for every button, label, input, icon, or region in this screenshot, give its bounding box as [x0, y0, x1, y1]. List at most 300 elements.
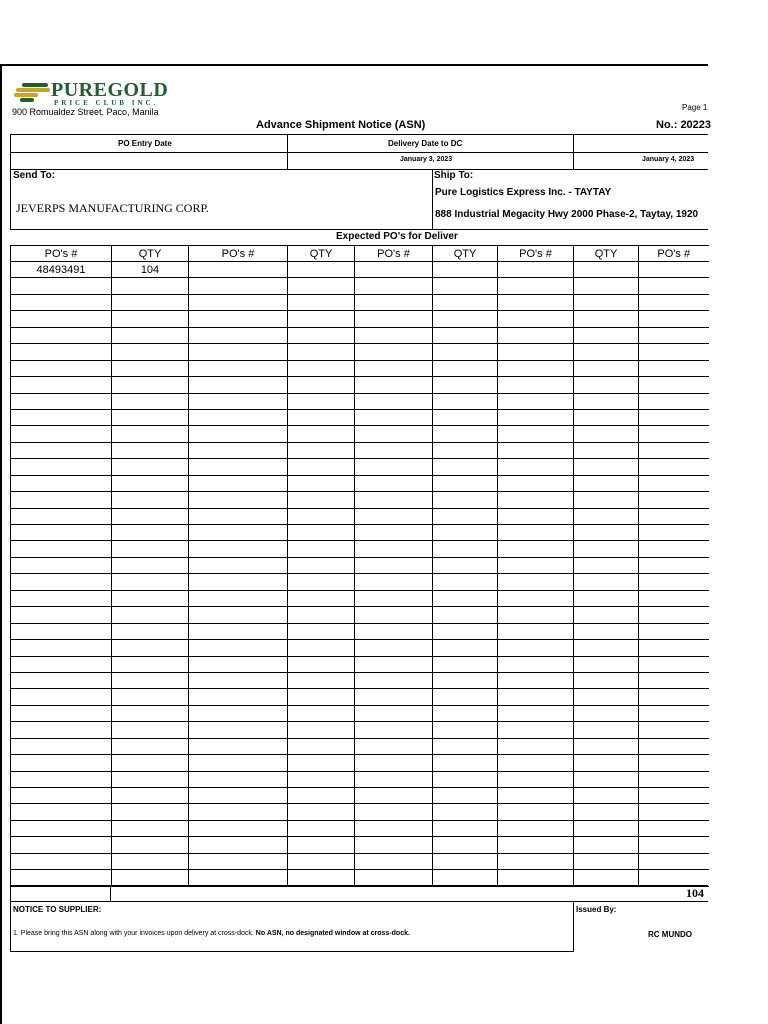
table-cell — [11, 820, 112, 836]
table-cell — [11, 442, 112, 458]
table-cell — [112, 360, 189, 376]
table-cell — [574, 672, 639, 688]
table-row — [11, 853, 709, 869]
table-cell — [498, 459, 574, 475]
table-cell — [433, 311, 498, 327]
document-number: No.: 20223 — [656, 119, 712, 131]
table-cell — [574, 311, 639, 327]
table-cell — [11, 771, 112, 787]
table-cell — [574, 262, 639, 278]
table-cell — [639, 738, 709, 754]
table-cell — [112, 804, 189, 820]
ship-to-name: Pure Logistics Express Inc. - TAYTAY — [435, 187, 612, 198]
table-cell — [355, 640, 433, 656]
table-cell — [288, 870, 355, 886]
table-cell — [288, 360, 355, 376]
table-cell — [574, 327, 639, 343]
table-cell — [574, 853, 639, 869]
notice-text — [13, 930, 410, 937]
table-cell — [433, 820, 498, 836]
table-cell — [112, 788, 189, 804]
table-cell — [498, 426, 574, 442]
table-cell — [498, 492, 574, 508]
table-cell — [433, 672, 498, 688]
table-cell — [355, 738, 433, 754]
table-cell — [288, 672, 355, 688]
table-cell — [112, 294, 189, 310]
table-cell — [639, 607, 709, 623]
table-cell — [112, 557, 189, 573]
table-cell — [433, 492, 498, 508]
table-cell — [639, 557, 709, 573]
table-cell — [189, 344, 288, 360]
table-cell — [288, 820, 355, 836]
table-cell — [355, 853, 433, 869]
table-row — [11, 804, 709, 820]
table-cell — [433, 377, 498, 393]
table-cell — [11, 672, 112, 688]
table-cell — [112, 377, 189, 393]
table-cell — [355, 574, 433, 590]
table-cell — [639, 837, 709, 853]
table-cell — [433, 508, 498, 524]
table-cell — [639, 442, 709, 458]
table-cell — [355, 426, 433, 442]
table-cell — [355, 262, 433, 278]
table-cell — [189, 409, 288, 425]
table-cell — [189, 820, 288, 836]
table-cell — [574, 492, 639, 508]
table-cell — [288, 525, 355, 541]
table-cell — [189, 623, 288, 639]
table-cell — [433, 525, 498, 541]
table-cell — [11, 294, 112, 310]
table-cell — [433, 640, 498, 656]
table-cell — [574, 804, 639, 820]
table-cell — [189, 459, 288, 475]
table-cell — [639, 262, 709, 278]
table-cell — [574, 426, 639, 442]
table-cell — [498, 755, 574, 771]
table-cell — [433, 705, 498, 721]
table-cell — [498, 607, 574, 623]
table-cell — [288, 689, 355, 705]
table-cell — [288, 771, 355, 787]
table-cell — [288, 393, 355, 409]
table-cell — [189, 853, 288, 869]
column-header: PO's # — [498, 246, 574, 262]
table-cell — [433, 738, 498, 754]
table-cell — [498, 360, 574, 376]
table-cell — [639, 771, 709, 787]
table-row — [11, 294, 709, 310]
table-cell — [288, 409, 355, 425]
table-row — [11, 788, 709, 804]
table-cell — [189, 508, 288, 524]
table-row — [11, 607, 709, 623]
table-cell — [355, 508, 433, 524]
document-title: Advance Shipment Notice (ASN) — [256, 119, 426, 131]
table-cell — [288, 607, 355, 623]
table-cell — [574, 722, 639, 738]
table-cell — [574, 442, 639, 458]
table-cell — [639, 377, 709, 393]
table-cell — [112, 492, 189, 508]
table-cell — [112, 590, 189, 606]
table-cell — [11, 804, 112, 820]
table-cell — [11, 689, 112, 705]
table-cell — [112, 442, 189, 458]
po-table-container — [10, 245, 708, 887]
table-cell — [639, 278, 709, 294]
notice-label: NOTICE TO SUPPLIER: — [13, 905, 102, 914]
table-cell — [574, 393, 639, 409]
table-cell — [639, 525, 709, 541]
total-qty: 104 — [686, 886, 704, 900]
puregold-logo-icon — [14, 82, 52, 104]
ship-to-label: Ship To: — [434, 170, 474, 181]
table-cell — [11, 541, 112, 557]
delivery-date-label: Delivery Date to DC — [388, 139, 463, 148]
table-cell — [574, 689, 639, 705]
table-row — [11, 541, 709, 557]
table-row — [11, 525, 709, 541]
table-cell — [639, 640, 709, 656]
table-cell — [11, 311, 112, 327]
table-cell — [498, 623, 574, 639]
table-cell — [189, 294, 288, 310]
table-cell — [288, 311, 355, 327]
table-cell — [11, 426, 112, 442]
table-cell — [288, 853, 355, 869]
table-row — [11, 755, 709, 771]
table-cell — [189, 689, 288, 705]
table-cell — [112, 393, 189, 409]
table-cell — [498, 722, 574, 738]
table-cell — [112, 755, 189, 771]
po-table — [10, 245, 709, 887]
table-row — [11, 327, 709, 343]
table-cell — [288, 804, 355, 820]
table-cell — [112, 344, 189, 360]
table-cell — [11, 459, 112, 475]
table-row — [11, 278, 709, 294]
table-cell — [498, 393, 574, 409]
table-cell — [639, 393, 709, 409]
table-cell — [11, 755, 112, 771]
table-cell — [288, 738, 355, 754]
table-cell — [288, 492, 355, 508]
table-cell — [639, 788, 709, 804]
table-cell — [574, 525, 639, 541]
table-cell — [433, 853, 498, 869]
table-cell — [574, 656, 639, 672]
table-cell — [433, 722, 498, 738]
table-cell — [498, 262, 574, 278]
table-cell — [433, 294, 498, 310]
table-cell — [11, 508, 112, 524]
table-cell — [639, 672, 709, 688]
table-row — [11, 640, 709, 656]
column-header: QTY — [288, 246, 355, 262]
table-cell — [574, 574, 639, 590]
table-cell — [189, 311, 288, 327]
table-cell — [433, 360, 498, 376]
table-cell — [639, 705, 709, 721]
table-cell — [433, 656, 498, 672]
table-row — [11, 459, 709, 475]
column-header: PO's # — [11, 246, 112, 262]
table-cell — [288, 377, 355, 393]
table-cell — [433, 557, 498, 573]
table-row — [11, 393, 709, 409]
table-cell — [639, 656, 709, 672]
table-cell — [11, 492, 112, 508]
table-cell — [189, 672, 288, 688]
column-header: PO's # — [355, 246, 433, 262]
table-row — [11, 475, 709, 491]
table-cell — [288, 837, 355, 853]
table-cell — [639, 722, 709, 738]
left-border — [0, 64, 2, 1024]
table-cell — [189, 590, 288, 606]
table-row — [11, 344, 709, 360]
table-cell — [433, 426, 498, 442]
table-cell — [574, 557, 639, 573]
table-cell — [288, 656, 355, 672]
table-row — [11, 689, 709, 705]
table-cell — [112, 771, 189, 787]
date-box — [10, 134, 708, 170]
table-cell — [112, 656, 189, 672]
table-cell — [189, 393, 288, 409]
table-cell — [433, 442, 498, 458]
table-cell — [355, 344, 433, 360]
table-row — [11, 837, 709, 853]
table-cell — [574, 590, 639, 606]
table-cell — [112, 870, 189, 886]
table-cell — [189, 442, 288, 458]
table-cell — [355, 492, 433, 508]
table-cell — [498, 541, 574, 557]
table-cell — [498, 442, 574, 458]
table-row — [11, 442, 709, 458]
table-cell — [11, 788, 112, 804]
table-cell — [189, 705, 288, 721]
table-row — [11, 672, 709, 688]
table-cell — [433, 475, 498, 491]
table-cell — [574, 541, 639, 557]
expected-pos-label: Expected PO's for Deliver — [336, 231, 458, 242]
table-row — [11, 623, 709, 639]
table-cell — [355, 623, 433, 639]
table-row — [11, 426, 709, 442]
table-cell — [11, 409, 112, 425]
table-cell — [112, 426, 189, 442]
table-cell — [189, 278, 288, 294]
send-to-name: JEVERPS MANUFACTURING CORP. — [16, 201, 209, 215]
page-number: Page 1 — [682, 103, 708, 112]
table-cell — [11, 853, 112, 869]
table-row — [11, 508, 709, 524]
table-cell — [11, 377, 112, 393]
table-cell — [355, 311, 433, 327]
table-cell — [355, 541, 433, 557]
table-cell — [639, 344, 709, 360]
table-cell — [498, 804, 574, 820]
table-cell — [189, 771, 288, 787]
table-cell — [433, 278, 498, 294]
table-cell — [112, 475, 189, 491]
table-cell — [639, 820, 709, 836]
table-cell — [288, 508, 355, 524]
table-row — [11, 738, 709, 754]
table-cell — [433, 459, 498, 475]
table-cell — [498, 377, 574, 393]
table-cell — [433, 788, 498, 804]
table-cell — [498, 327, 574, 343]
table-cell — [112, 820, 189, 836]
table-cell — [433, 689, 498, 705]
table-cell — [189, 607, 288, 623]
table-cell — [112, 508, 189, 524]
table-cell — [498, 870, 574, 886]
table-cell — [433, 590, 498, 606]
total-row — [10, 885, 708, 902]
table-cell — [189, 640, 288, 656]
table-cell — [112, 525, 189, 541]
table-cell — [11, 525, 112, 541]
table-cell — [355, 804, 433, 820]
table-cell — [112, 672, 189, 688]
table-cell — [112, 640, 189, 656]
table-cell — [112, 738, 189, 754]
table-cell — [355, 705, 433, 721]
table-cell — [11, 475, 112, 491]
table-cell — [574, 738, 639, 754]
table-row — [11, 590, 709, 606]
table-cell — [355, 294, 433, 310]
table-cell — [574, 837, 639, 853]
table-cell — [189, 492, 288, 508]
table-row — [11, 311, 709, 327]
table-cell — [355, 590, 433, 606]
table-cell — [639, 508, 709, 524]
ship-to-address: 888 Industrial Megacity Hwy 2000 Phase-2, Taytay, 1920 — [435, 209, 699, 220]
table-cell — [433, 541, 498, 557]
table-cell — [498, 311, 574, 327]
table-cell — [189, 722, 288, 738]
table-cell — [11, 623, 112, 639]
table-cell — [355, 557, 433, 573]
table-cell — [639, 459, 709, 475]
table-cell — [639, 426, 709, 442]
table-cell — [355, 525, 433, 541]
table-cell — [355, 722, 433, 738]
table-cell — [355, 409, 433, 425]
table-cell — [288, 788, 355, 804]
table-cell — [433, 804, 498, 820]
table-cell — [288, 574, 355, 590]
table-cell — [639, 590, 709, 606]
table-cell — [288, 262, 355, 278]
table-row — [11, 557, 709, 573]
table-cell — [355, 755, 433, 771]
address-box — [10, 169, 708, 230]
table-cell — [574, 459, 639, 475]
table-cell — [574, 755, 639, 771]
table-cell — [355, 788, 433, 804]
table-cell — [11, 278, 112, 294]
table-cell — [639, 853, 709, 869]
top-border — [0, 64, 708, 66]
table-cell — [639, 574, 709, 590]
table-cell — [189, 327, 288, 343]
table-cell — [288, 623, 355, 639]
table-cell — [498, 705, 574, 721]
table-cell — [11, 705, 112, 721]
table-cell — [433, 393, 498, 409]
table-cell — [288, 327, 355, 343]
table-cell — [639, 492, 709, 508]
table-cell — [288, 755, 355, 771]
table-cell — [498, 508, 574, 524]
table-cell — [11, 738, 112, 754]
table-cell — [574, 278, 639, 294]
table-cell — [11, 870, 112, 886]
table-cell — [498, 557, 574, 573]
table-cell — [11, 557, 112, 573]
table-cell — [498, 590, 574, 606]
table-cell — [639, 541, 709, 557]
table-cell — [355, 656, 433, 672]
table-cell — [498, 278, 574, 294]
table-cell — [574, 705, 639, 721]
table-cell — [189, 788, 288, 804]
table-cell — [355, 327, 433, 343]
table-cell — [189, 262, 288, 278]
table-cell — [189, 377, 288, 393]
table-cell — [433, 327, 498, 343]
table-cell — [112, 409, 189, 425]
table-cell — [433, 262, 498, 278]
table-cell — [112, 607, 189, 623]
table-row — [11, 705, 709, 721]
table-cell — [11, 722, 112, 738]
table-cell — [189, 557, 288, 573]
table-cell — [288, 541, 355, 557]
table-cell — [355, 771, 433, 787]
table-header-row — [11, 246, 709, 262]
table-cell — [639, 294, 709, 310]
table-cell — [355, 442, 433, 458]
table-cell — [11, 656, 112, 672]
table-cell — [574, 409, 639, 425]
table-cell — [574, 360, 639, 376]
po-entry-date-value: January 3, 2023 — [400, 156, 453, 163]
delivery-date-value: January 4, 2023 — [642, 156, 695, 163]
table-cell — [112, 311, 189, 327]
table-row — [11, 492, 709, 508]
table-cell — [355, 672, 433, 688]
table-cell — [112, 853, 189, 869]
table-cell — [288, 344, 355, 360]
table-cell — [433, 409, 498, 425]
table-cell — [189, 755, 288, 771]
table-cell — [11, 837, 112, 853]
notice-text-bold: No ASN, no designated window at cross-dock. — [255, 930, 410, 937]
table-cell — [498, 853, 574, 869]
